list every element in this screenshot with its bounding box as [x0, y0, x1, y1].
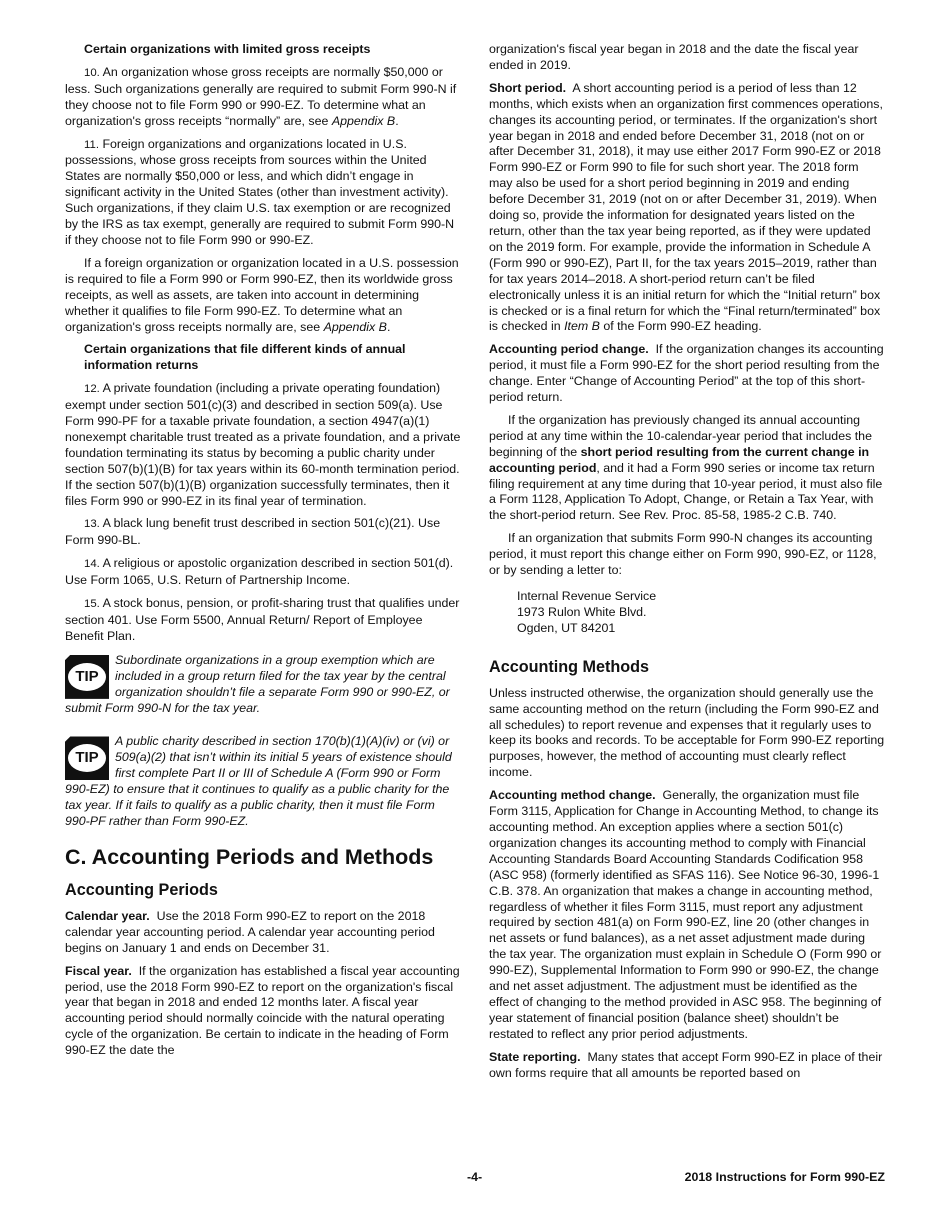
address-line: 1973 Rulon White Blvd. [517, 604, 647, 619]
paragraph-text: If a foreign organization or organization located in a U.S. possession is required to file a Form 990 or Form 990-EZ, then its worldwide gross receipts, as well as assets, are taken into account in determining whether it qualifies to file Form 990-EZ. To determine what an organization's gross receipts normally are, see [65, 255, 459, 334]
heading-different-returns: Certain organizations that file different kinds of annual information returns [84, 342, 406, 373]
paragraph-text: If the organization changes its accounting period, it must file a Form 990-EZ for the short period resulting from the change. Enter “Change of Accounting Period” at the top of this short-period return. [489, 342, 884, 405]
address-line: Ogden, UT 84201 [517, 620, 616, 635]
footer-title: 2018 Instructions for Form 990-EZ [684, 1170, 885, 1184]
paragraph-text: of the Form 990-EZ heading. [599, 319, 762, 334]
tip-box-2 [65, 734, 463, 829]
item-ref: Item B [564, 319, 600, 334]
appendix-ref: Appendix B [331, 113, 396, 128]
paragraph-11 [65, 137, 463, 249]
run-in-heading: State reporting. [489, 1049, 581, 1064]
paragraph-text: A short accounting period is a period of less than 12 months, which exists when an organization first commences operations, changes its accounting period, or terminates. If the organization's short year began in 2018 and ended before December 31, 2018 (not on or after December 31, 2018), it may use either 2017 Form 990-EZ or 2018 Form 990-EZ or Form 990 to file for such short year. The 2018 form may also be used for a short period beginning in 2019 and ending before December 31, 2019 (not on or after December 31, 2019). When doing so, provide the information for designated years listed on the return, other than the tax year being reported, as if they were updated on the 2019 form. For example, provide the information in Schedule A (Form 990 or 990-EZ), Part II, for the tax years 2015–2019, rather than for tax years 2014–2018. A short-period return can’t be filed electronically unless it is an initial return for which the “Initial return” box is checked or is a final return for which the “Final return/terminated” box is checked in [489, 80, 883, 334]
paragraph-10: 10. An organization whose gross receipts are normally $50,000 or less. Such organizations generally are required to submit Form 990-N if they choose not to file Form 990 or 990-EZ. To determine what an organization's gross receipts “normally” are, see Appendix B. [65, 64, 457, 128]
paragraph-14 [65, 556, 463, 589]
paragraph-text: Use the 2018 Form 990-EZ to report on the 2018 calendar year accounting period. A calendar year accounting period begins on January 1 and ends on December 31. [65, 908, 435, 955]
tip-label: TIP [68, 663, 106, 691]
paragraph-text: Generally, the organization must file Form 3115, Application for Change in Accounting Method, to change its accounting method. An exception applies where a section 501(c) organization changes its accounting method to comply with Financial Accounting Standards Board Accounting Standards Codification 958 (ASC 958) (formerly identified as SFAS 116). See Notice 96-30, 1996-1 C.B. 378. An organization that makes a change in accounting method, regardless of whether it files Form 3115, must report any adjustment required by section 481(a) on Form 990-EZ, line 20 (other changes in net assets or fund balances), as a net asset adjustment made during the tax year. The organization must explain in Schedule O (Form 990 or 990-EZ), Supplemental Information to Form 990 or 990-EZ, the change and net asset adjustment. The adjustment must be identified as the effect of changing to the method provided in ASC 958. The beginning of year statement of financial position (balance sheet) shouldn’t be restated to reflect any prior period adjustments. [489, 788, 882, 1041]
paragraph-15 [65, 596, 463, 645]
page-number: -4- [467, 1170, 483, 1184]
appendix-ref: Appendix B [323, 319, 387, 334]
subheading-accounting-periods: Accounting Periods [65, 880, 218, 899]
tip-label: TIP [68, 744, 106, 772]
run-in-heading: Accounting method change. [489, 788, 656, 803]
item-number: 12. [84, 383, 100, 396]
tip-icon [65, 736, 109, 780]
right-column [489, 42, 885, 1088]
run-in-heading: Calendar year. [65, 908, 150, 923]
heading-limited-gross-receipts: Certain organizations with limited gross receipts [84, 42, 371, 56]
paragraph-13 [65, 516, 463, 549]
item-number: 14. [84, 558, 100, 571]
tip-icon [65, 655, 109, 699]
paragraph-text: Many states that accept Form 990-EZ in place of their own forms require that all amounts be reported based on [489, 1049, 883, 1080]
paragraph-text: A private foundation (including a private operating foundation) exempt under section 501(c)(3) and described in section 509(a). Use Form 990-PF for a taxable private foundation, a section 4947(a)(1) nonexempt charitable trust treated as a private foundation, and a private foundation terminating its status by becoming a public charity under section 507(b)(1)(B) for tax years within its 60-month termination period. If the section 507(b)(1)(B) organization successfully terminates, then it files Form 990 or 990-EZ in its final year of termination. [65, 381, 461, 508]
address-line: Internal Revenue Service [517, 589, 657, 603]
paragraph-methods: Unless instructed otherwise, the organization should generally use the same accounting method on the return (including the Form 990-EZ and all schedules) to report revenue and expenses that it regularly uses to keep its books and records. To be acceptable for Form 990-EZ reporting purposes, however, the method of accounting must clearly reflect income. [489, 685, 885, 780]
item-number: 11. [84, 138, 99, 151]
paragraph-previous-change [489, 413, 885, 524]
left-column [65, 42, 463, 1066]
run-in-heading: Accounting period change. [489, 342, 649, 357]
paragraph-text: A religious or apostolic organization described in section 501(d). Use Form 1065, U.S. Return of Partnership Income. [65, 556, 454, 588]
paragraph-text: A black lung benefit trust described in section 501(c)(21). Use Form 990-BL. [65, 516, 441, 548]
paragraph-text: An organization whose gross receipts are normally $50,000 or less. Such organizations generally are required to submit Form 990-N if they choose not to file Form 990 or 990-EZ. To determine what an organization's gross receipts “normally” are, see [65, 64, 457, 128]
emphasis: short period resulting from the current change in accounting period [489, 444, 870, 475]
item-number: 13. [84, 518, 100, 531]
tip-text: A public charity described in section 170(b)(1)(A)(iv) or (vi) or 509(a)(2) that isn’t within its initial 5 years of existence should first complete Part II or III of Schedule A (Form 990 or Form 990-EZ) to ensure that it continues to qualify as a public charity for the tax year. If it fails to qualify as a public charity, then it must file Form 990-PF rather than Form 990-EZ. [65, 734, 452, 828]
paragraph-state-reporting [489, 1050, 885, 1082]
subheading-accounting-methods: Accounting Methods [489, 657, 650, 676]
run-in-heading: Fiscal year. [65, 963, 132, 978]
paragraph-990n-change: If an organization that submits Form 990-N changes its accounting period, it must report this change either on Form 990, 990-EZ, or 1128, or by sending a letter to: [489, 531, 877, 578]
paragraph-foreign: If a foreign organization or organization located in a U.S. possession is required to file a Form 990 or Form 990-EZ, then its worldwide gross receipts, as well as assets, are taken into account in determining whether it qualifies to file Form 990-EZ. To determine what an organization's gross receipts normally are, see Appendix B. [65, 255, 459, 334]
paragraph-fiscal-continued: organization's fiscal year began in 2018 and the date the fiscal year ended in 2019. [489, 42, 859, 72]
tip-text: Subordinate organizations in a group exemption which are included in a group return filed for the tax year by the central organization shouldn’t file a separate Form 990 or 990-EZ, or submit Form 990-N for the tax year. [65, 652, 450, 715]
irs-address [517, 589, 885, 637]
paragraph-period-change [489, 342, 885, 406]
item-number: 15. [84, 598, 100, 611]
section-heading: C. Accounting Periods and Methods [65, 844, 434, 869]
tip-box-1 [65, 653, 463, 717]
paragraph-calendar-year [65, 909, 463, 957]
paragraph-method-change [489, 788, 885, 1043]
paragraph-text: If the organization has established a fiscal year accounting period, use the 2018 Form 990-EZ to report on the organization's fiscal year that began in 2018 and ended 12 months later. A fiscal year accounting period should normally coincide with the natural operating cycle of the organization. Be certain to indicate in the heading of Form 990-EZ the date the [65, 963, 460, 1058]
paragraph-short-period [489, 81, 885, 336]
item-number: 10. [84, 66, 100, 79]
paragraph-text: , and it had a Form 990 series or income tax return filing requirement at any time during that 10-year period, it must also file a Form 1128, Application To Adopt, Change, or Retain a Tax Year, with the short-period return. See Rev. Proc. 85-58, 1985-2 C.B. 740. [489, 460, 883, 523]
paragraph-text: If the organization has previously changed its annual accounting period at any time within the 10-calendar-year period that includes the beginning of the [489, 412, 872, 459]
paragraph-text: A stock bonus, pension, or profit-sharing trust that qualifies under section 401. Use Form 5500, Annual Return/ Report of Employee Benefit Plan. [65, 596, 460, 643]
paragraph-12 [65, 381, 463, 509]
paragraph-fiscal-year [65, 964, 463, 1059]
paragraph-text: Foreign organizations and organizations located in U.S. possessions, whose gross receipts from sources within the United States are normally $50,000 or less, and which didn’t engage in significant activity in the United States (other than investment activity). Such organizations, if they claim U.S. tax exemption or are recognized by the IRS as tax exempt, generally are required to submit Form 990-N if they choose not to file Form 990 or 990-EZ. [65, 136, 455, 247]
run-in-heading: Short period. [489, 80, 567, 95]
